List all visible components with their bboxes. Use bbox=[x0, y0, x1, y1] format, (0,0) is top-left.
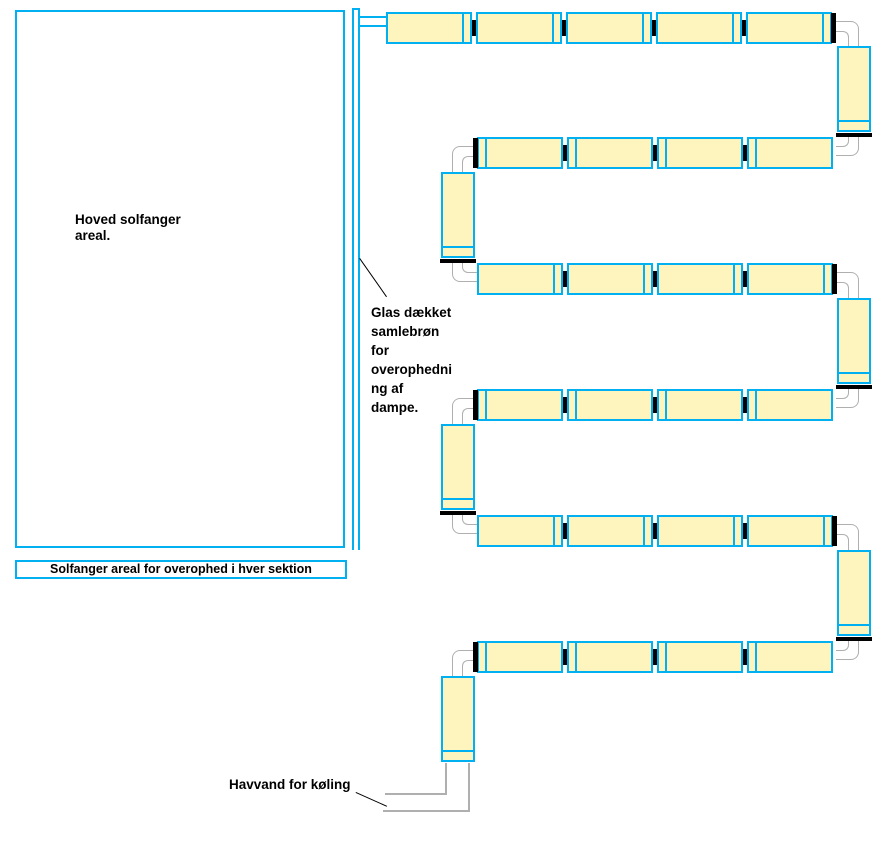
panel-connector bbox=[743, 649, 747, 665]
row-outlet-connector bbox=[832, 264, 837, 294]
collector-panel bbox=[657, 137, 743, 169]
riser-outlet-connector bbox=[836, 133, 872, 137]
panel-divider bbox=[733, 265, 735, 293]
riser-divider bbox=[443, 498, 473, 500]
riser-inlet-pipe-lower bbox=[836, 534, 849, 550]
riser-outlet-pipe-outer bbox=[452, 515, 477, 534]
panel-divider bbox=[485, 643, 487, 671]
collector-panel bbox=[657, 263, 743, 295]
panel-connector bbox=[563, 523, 567, 539]
panel-divider bbox=[553, 517, 555, 545]
riser-divider bbox=[443, 750, 473, 752]
area-caption-box bbox=[15, 560, 347, 579]
collection-channel bbox=[352, 8, 360, 550]
collector-panel bbox=[657, 515, 743, 547]
panel-connector bbox=[743, 145, 747, 161]
collector-panel bbox=[477, 263, 563, 295]
panel-divider bbox=[485, 139, 487, 167]
panel-divider bbox=[553, 265, 555, 293]
panel-connector bbox=[653, 397, 657, 413]
collector-panel bbox=[656, 12, 742, 44]
cooling-label: Havvand for køling bbox=[229, 777, 351, 792]
riser-outlet-connector bbox=[440, 511, 476, 515]
panel-divider bbox=[575, 139, 577, 167]
panel-divider bbox=[642, 14, 644, 42]
main-area-label: Hoved solfanger areal. bbox=[75, 212, 181, 243]
panel-connector bbox=[653, 271, 657, 287]
riser-outlet-connector bbox=[440, 259, 476, 263]
panel-divider bbox=[485, 391, 487, 419]
collector-panel bbox=[747, 137, 833, 169]
panel-divider bbox=[552, 14, 554, 42]
riser-outlet-connector bbox=[836, 637, 872, 641]
collector-panel bbox=[567, 389, 653, 421]
panel-divider bbox=[755, 139, 757, 167]
panel-divider bbox=[575, 643, 577, 671]
panel-divider bbox=[733, 517, 735, 545]
panel-divider bbox=[575, 391, 577, 419]
collector-panel bbox=[747, 641, 833, 673]
collector-panel bbox=[477, 137, 563, 169]
panel-connector bbox=[653, 145, 657, 161]
collector-panel bbox=[567, 263, 653, 295]
panel-connector bbox=[742, 20, 746, 36]
riser-outlet-pipe-outer bbox=[836, 641, 859, 660]
panel-divider bbox=[823, 517, 825, 545]
collector-panel bbox=[477, 641, 563, 673]
panel-divider bbox=[665, 391, 667, 419]
panel-connector bbox=[563, 271, 567, 287]
panel-connector bbox=[563, 649, 567, 665]
panel-connector bbox=[562, 20, 566, 36]
panel-divider bbox=[823, 265, 825, 293]
panel-divider bbox=[665, 139, 667, 167]
riser-divider bbox=[839, 372, 869, 374]
riser-outlet-connector bbox=[836, 385, 872, 389]
row-outlet-connector bbox=[832, 516, 837, 546]
riser-divider bbox=[839, 120, 869, 122]
collector-panel bbox=[657, 641, 743, 673]
riser-inlet-pipe-lower bbox=[836, 282, 849, 298]
panel-connector bbox=[653, 649, 657, 665]
panel-divider bbox=[732, 14, 734, 42]
collector-panel bbox=[567, 515, 653, 547]
riser-divider bbox=[839, 624, 869, 626]
panel-connector bbox=[472, 20, 476, 36]
collector-panel bbox=[386, 12, 472, 44]
channel-inlet-connector bbox=[358, 16, 386, 27]
panel-connector bbox=[743, 271, 747, 287]
panel-divider bbox=[755, 643, 757, 671]
row-outlet-connector bbox=[473, 642, 478, 672]
collector-panel bbox=[746, 12, 832, 44]
collector-panel bbox=[747, 515, 833, 547]
area-caption: Solfanger areal for overophed i hver sektion bbox=[50, 562, 312, 576]
collector-panel bbox=[477, 389, 563, 421]
row-outlet-connector bbox=[473, 390, 478, 420]
collector-panel bbox=[567, 641, 653, 673]
panel-connector bbox=[743, 397, 747, 413]
panel-divider bbox=[665, 643, 667, 671]
channel-note-label: Glas dækket samlebrøn for overophedni ng af dampe. bbox=[371, 305, 453, 415]
cooling-outlet-pipe-lower bbox=[383, 763, 470, 812]
panel-divider bbox=[643, 265, 645, 293]
row-outlet-connector bbox=[831, 13, 836, 43]
collector-panel bbox=[567, 137, 653, 169]
riser-divider bbox=[443, 246, 473, 248]
main-collector-area bbox=[15, 10, 345, 548]
panel-connector bbox=[563, 397, 567, 413]
row-outlet-connector bbox=[473, 138, 478, 168]
collector-panel bbox=[566, 12, 652, 44]
panel-connector bbox=[563, 145, 567, 161]
collector-panel bbox=[747, 263, 833, 295]
riser-outlet-pipe-outer bbox=[452, 263, 477, 282]
panel-divider bbox=[822, 14, 824, 42]
riser-outlet-pipe-outer bbox=[836, 389, 859, 408]
panel-divider bbox=[755, 391, 757, 419]
panel-connector bbox=[653, 523, 657, 539]
panel-connector bbox=[652, 20, 656, 36]
riser-outlet-pipe-outer bbox=[836, 137, 859, 156]
collector-panel bbox=[477, 515, 563, 547]
channel-note-leader-line bbox=[359, 258, 387, 297]
collector-panel bbox=[747, 389, 833, 421]
panel-divider bbox=[462, 14, 464, 42]
collector-panel bbox=[657, 389, 743, 421]
panel-connector bbox=[743, 523, 747, 539]
collector-panel bbox=[476, 12, 562, 44]
riser-inlet-pipe-lower bbox=[836, 31, 849, 46]
panel-divider bbox=[643, 517, 645, 545]
